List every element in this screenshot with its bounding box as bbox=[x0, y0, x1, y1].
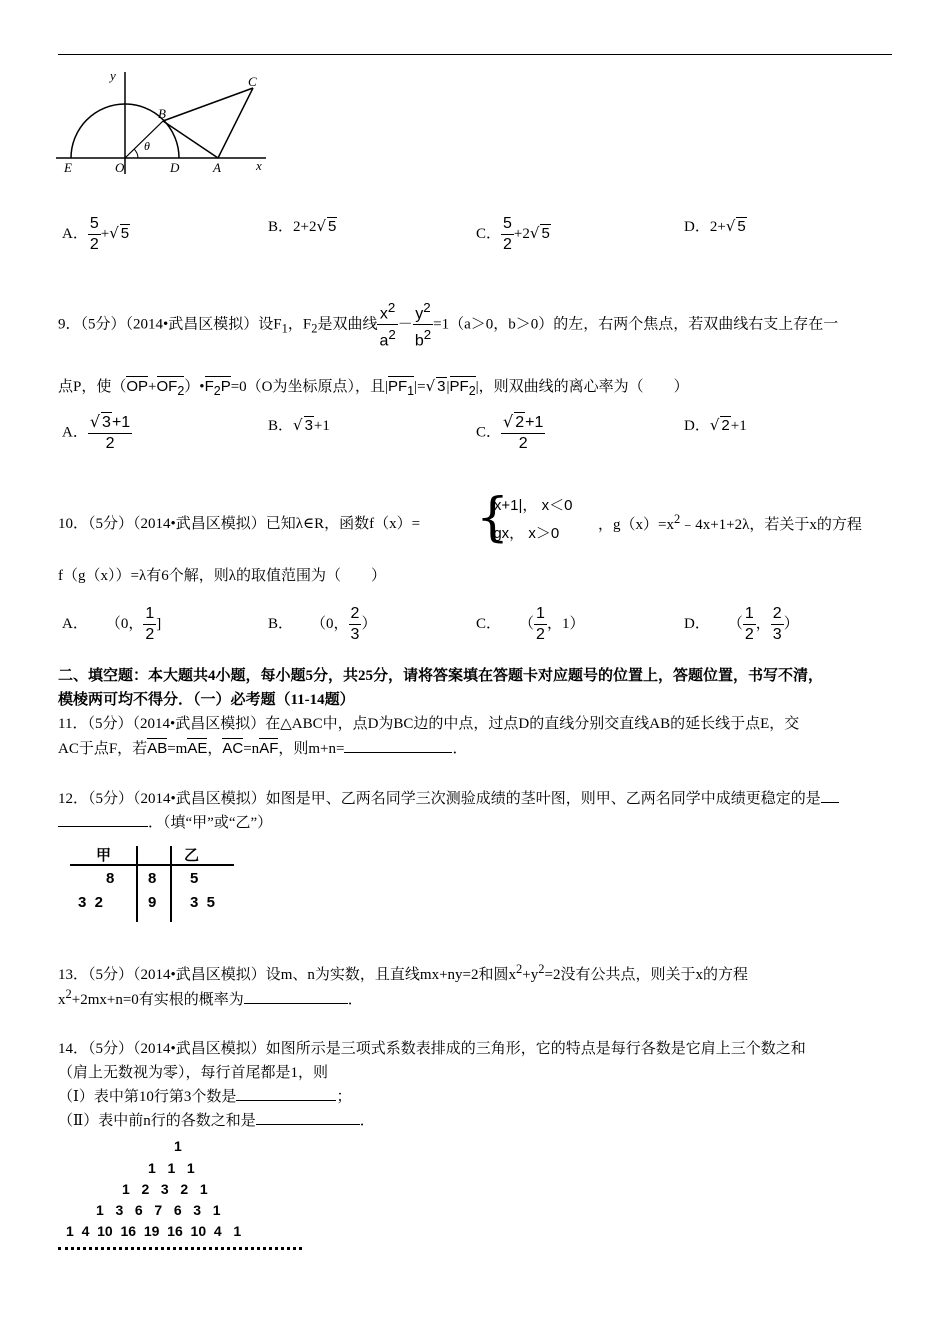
q10-option-c: C． （ $\frac{1}{2}$ ，1） bbox=[476, 605, 585, 643]
q9-option-b: B．√ 3+1 bbox=[268, 416, 330, 434]
q10-option-b: B． （0， $\frac{2}{3}$ ） bbox=[268, 605, 377, 643]
triangle-row-2: 1 1 1 bbox=[148, 1160, 195, 1176]
q8-option-d: D．2+√ 5 bbox=[684, 217, 746, 235]
q9-option-d: D．√ 2+1 bbox=[684, 416, 747, 434]
top-rule bbox=[58, 54, 892, 55]
label-x: x bbox=[256, 158, 262, 173]
q10-stem-line1: 10．（5分）（2014•武昌区模拟）已知λ∈R，函数f（x）= bbox=[58, 516, 421, 532]
q14-line4: （Ⅱ）表中前n行的各数之和是 ． bbox=[58, 1113, 375, 1129]
label-c: C bbox=[248, 74, 257, 89]
q8-option-a: A． $\frac{5}{2}$ +√ 5 bbox=[62, 215, 130, 253]
q10-case2: lgx， x＞0 bbox=[490, 525, 560, 542]
q13-answer-blank[interactable] bbox=[244, 1003, 348, 1004]
q10-option-a: A． （0， $\frac{1}{2}$ ] bbox=[62, 605, 162, 643]
label-b: B bbox=[158, 106, 166, 121]
q13-line1: 13．（5分）（2014•武昌区模拟）设m、n为实数，且直线mx+ny=2和圆$x^2+y^2=2$没有公共点，则关于x的方程 bbox=[58, 962, 748, 983]
q9-stem-line2: 点P，使$(OP+OF_2)•F_2P=0(O$为坐标原点），且$|PF_1|=√$ $3|PF_2|$，则双曲线的离心率为（ ） bbox=[58, 374, 689, 398]
geometry-figure bbox=[56, 66, 276, 178]
label-o: O bbox=[115, 160, 125, 175]
q8-option-c: C． $\frac{5}{2}$ +2√ 5 bbox=[476, 215, 550, 253]
table-r1-left: 8 bbox=[106, 870, 115, 887]
table-r1-right: 5 bbox=[190, 870, 199, 887]
q9-option-a: A． $\frac{√ 3+1}{2}$ bbox=[62, 412, 131, 452]
label-d: D bbox=[170, 160, 180, 175]
triangle-row-3: 1 2 3 2 1 bbox=[122, 1181, 208, 1197]
q14-answer-blank-2[interactable] bbox=[256, 1124, 360, 1125]
table-head-right: 乙 bbox=[184, 847, 200, 864]
stem-leaf-table bbox=[62, 844, 232, 924]
q14-line1: 14．（5分）（2014•武昌区模拟）如图所示是三项式系数表排成的三角形，它的特点是每行各数是它肩上三个数之和 bbox=[58, 1041, 806, 1057]
q10-case1: |x+1|， x＜0 bbox=[490, 497, 573, 514]
triangle-row-5: 1 4 10 16 19 16 10 4 1 bbox=[66, 1223, 242, 1239]
table-r2-right: 3 5 bbox=[190, 894, 216, 911]
triangle-row-1: 1 bbox=[174, 1138, 182, 1154]
triangle-dotted-line bbox=[58, 1247, 302, 1250]
table-head-left: 甲 bbox=[96, 847, 112, 864]
q11-line2: AC于点F，若AB=mAE，AC=nAF，则m+n= ． bbox=[58, 736, 467, 758]
table-r2-stem: 9 bbox=[148, 894, 157, 911]
table-r2-left: 3 2 bbox=[78, 894, 104, 911]
q12-line2: ．（填“甲”或“乙”） bbox=[58, 811, 272, 832]
q12-line1: 12．（5分）（2014•武昌区模拟）如图是甲、乙两名同学三次测验成绩的茎叶图，则甲、乙两名同学中成绩更稳定的是 bbox=[58, 787, 839, 808]
q9-option-c: C． $\frac{√ 2+1}{2}$ bbox=[476, 412, 544, 452]
q14-line2: （肩上无数视为零），每行首尾都是1，则 bbox=[58, 1065, 329, 1081]
q14-line3: （Ⅰ）表中第10行第3个数是 ； bbox=[58, 1089, 352, 1105]
q14-answer-blank-1[interactable] bbox=[236, 1100, 336, 1101]
q9-stem-line1: 9．（5分）（2014•武昌区模拟）设$F_1$，$F_2$是双曲线 $\frac{x^2}{a^2}$ － $\frac{y^2}{b^2}$ =1（a＞0，b＞0）的左，右两个焦点，若双曲线右支上存在一 bbox=[58, 300, 839, 350]
table-r1-stem: 8 bbox=[148, 870, 157, 887]
q13-line2: $x^2+2mx+n=0$有实根的概率为 ． bbox=[58, 987, 363, 1008]
q8-option-b: B．2+2√ 5 bbox=[268, 217, 337, 235]
q11-line1: 11．（5分）（2014•武昌区模拟）在△ABC中，点D为BC边的中点，过点D的直线分别交直线AB的延长线于点E，交 bbox=[58, 716, 800, 732]
q10-stem-line1b: ，$g(x)=x^2﹣4x+1+2\lambda$，若关于x的方程 bbox=[598, 512, 862, 533]
label-theta: θ bbox=[144, 139, 150, 153]
label-y: y bbox=[110, 68, 116, 83]
q11-answer-blank[interactable] bbox=[344, 752, 452, 753]
q12-answer-blank[interactable] bbox=[58, 826, 148, 827]
label-a: A bbox=[213, 160, 221, 175]
label-e: E bbox=[64, 160, 72, 175]
q10-option-d: D． （ $\frac{1}{2}$ ， $\frac{2}{3}$ ） bbox=[684, 605, 799, 643]
section2-heading-line1: 二、填空题：本大题共4小题，每小题5分，共25分，请将答案填在答题卡对应题号的位置上，答题位置，书写不清， bbox=[58, 668, 824, 684]
triangle-row-4: 1 3 6 7 6 3 1 bbox=[96, 1202, 221, 1218]
section2-heading-line2: 模棱两可均不得分．（一）必考题（11-14题） bbox=[58, 692, 355, 708]
q10-stem-line2: f（g（x））=λ有6个解，则λ的取值范围为（ ） bbox=[58, 568, 387, 584]
